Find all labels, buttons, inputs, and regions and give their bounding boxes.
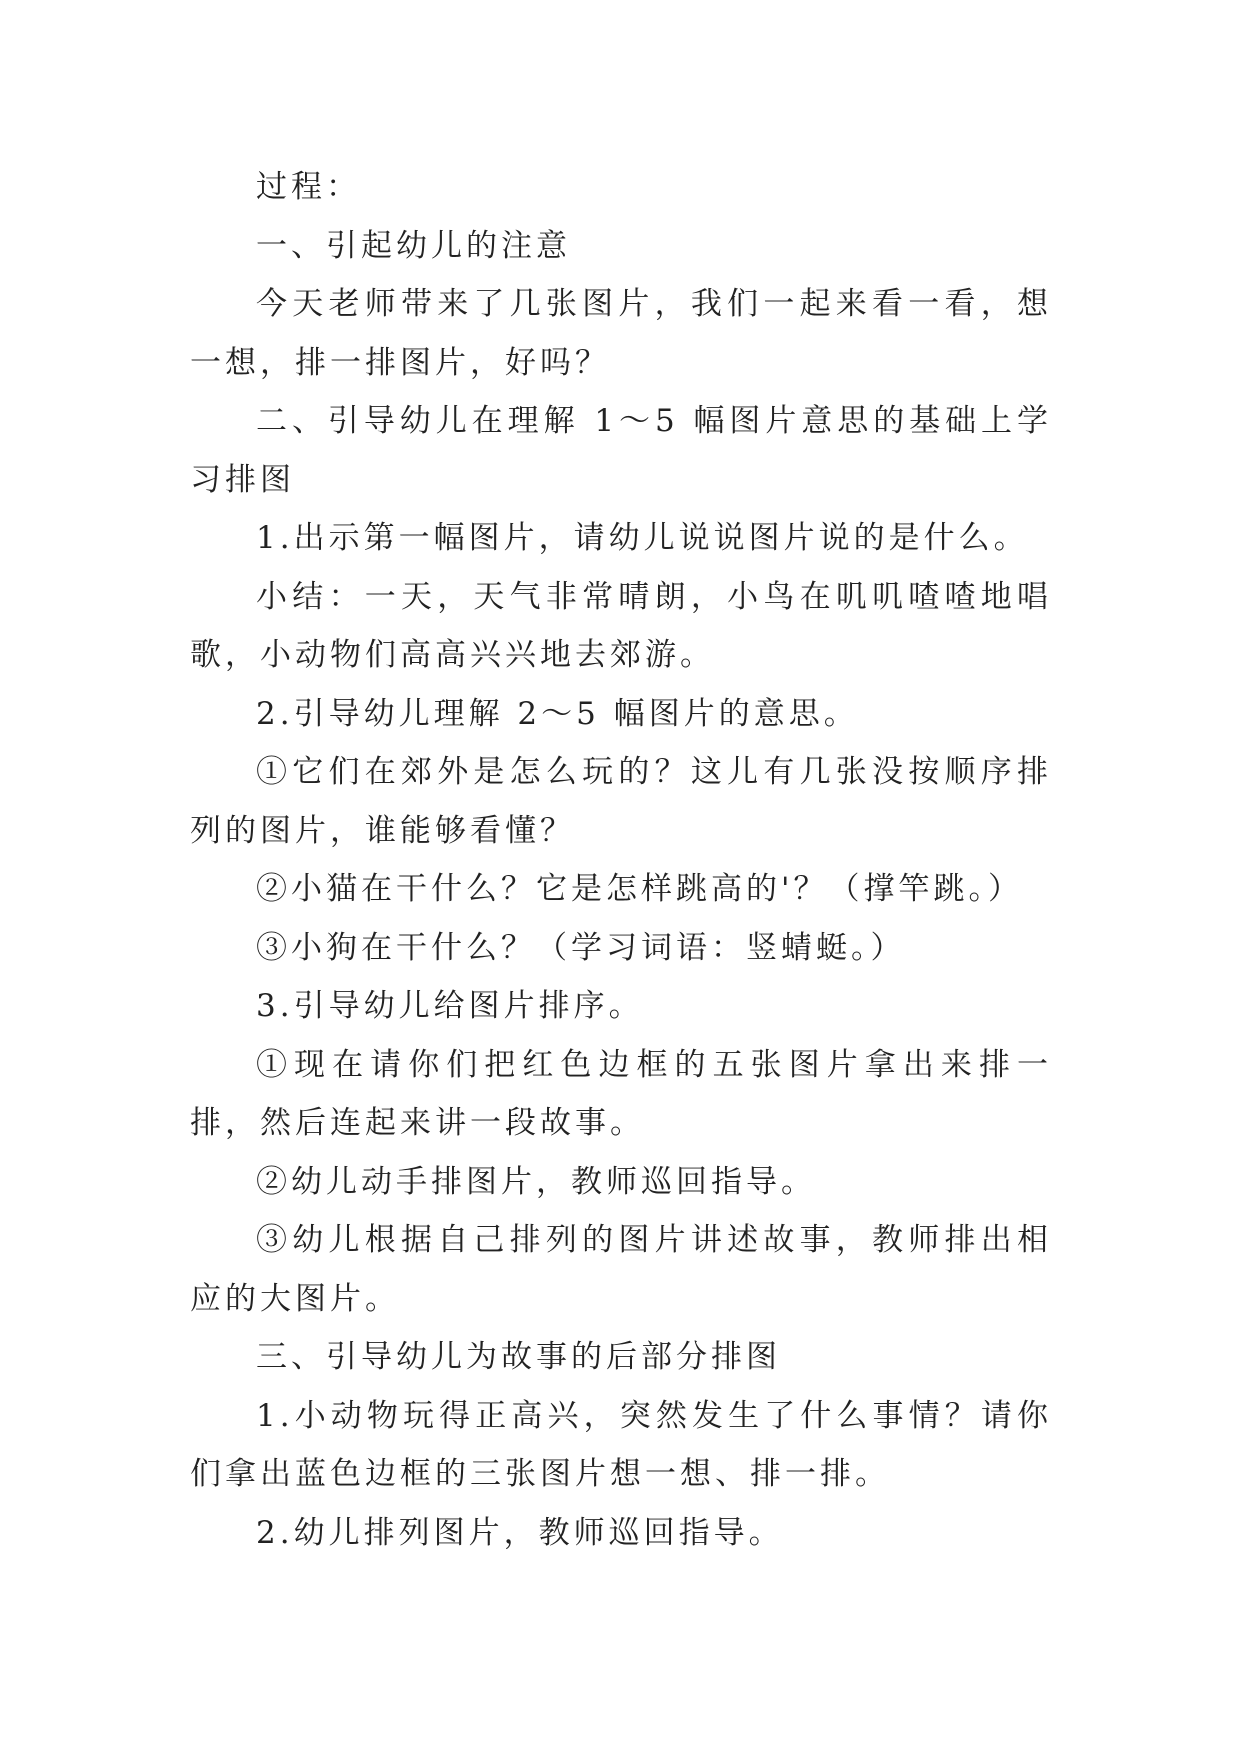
paragraph-question-2: ②小猫在干什么？它是怎样跳高的'？（撑竿跳。） (256, 871, 1024, 907)
paragraph-section-three: 三、引导幼儿为故事的后部分排图 (256, 1339, 781, 1375)
paragraph-section-one: 一、引起幼儿的注意 (256, 227, 571, 264)
paragraph-question-3: ③小狗在干什么？（学习词语：竖蜻蜓。） (256, 929, 906, 966)
paragraph-step-2-3: 3.引导幼儿给图片排序。 (256, 988, 644, 1024)
document-body (190, 158, 1052, 1562)
paragraph-sort-2: ②幼儿动手排图片，教师巡回指导。 (256, 1163, 816, 1200)
paragraph-sort-3: ③幼儿根据自己排列的图片讲述故事，教师排出相应的大图片。 (190, 1222, 1052, 1317)
paragraph-step-3-1: 1.小动物玩得正高兴，突然发生了什么事情？请你们拿出蓝色边框的三张图片想一想、排一排。 (190, 1397, 1052, 1492)
paragraph-step-2-1: 1.出示第一幅图片，请幼儿说说图片说的是什么。 (256, 520, 1029, 556)
paragraph-section-two: 二、引导幼儿在理解 1～5 幅图片意思的基础上学习排图 (190, 403, 1052, 498)
paragraph-intro: 今天老师带来了几张图片，我们一起来看一看，想一想，排一排图片，好吗？ (190, 286, 1052, 381)
paragraph-step-2-2: 2.引导幼儿理解 2～5 幅图片的意思。 (256, 695, 859, 732)
paragraph-sort-1: ①现在请你们把红色边框的五张图片拿出来排一排，然后连起来讲一段故事。 (190, 1046, 1052, 1141)
paragraph-summary: 小结：一天，天气非常晴朗，小鸟在叽叽喳喳地唱歌，小动物们高高兴兴地去郊游。 (190, 578, 1052, 673)
paragraph-question-1: ①它们在郊外是怎么玩的？这儿有几张没按顺序排列的图片，谁能够看懂？ (190, 754, 1052, 849)
paragraph-process-heading: 过程： (256, 169, 361, 205)
paragraph-step-3-2: 2.幼儿排列图片，教师巡回指导。 (256, 1514, 784, 1551)
